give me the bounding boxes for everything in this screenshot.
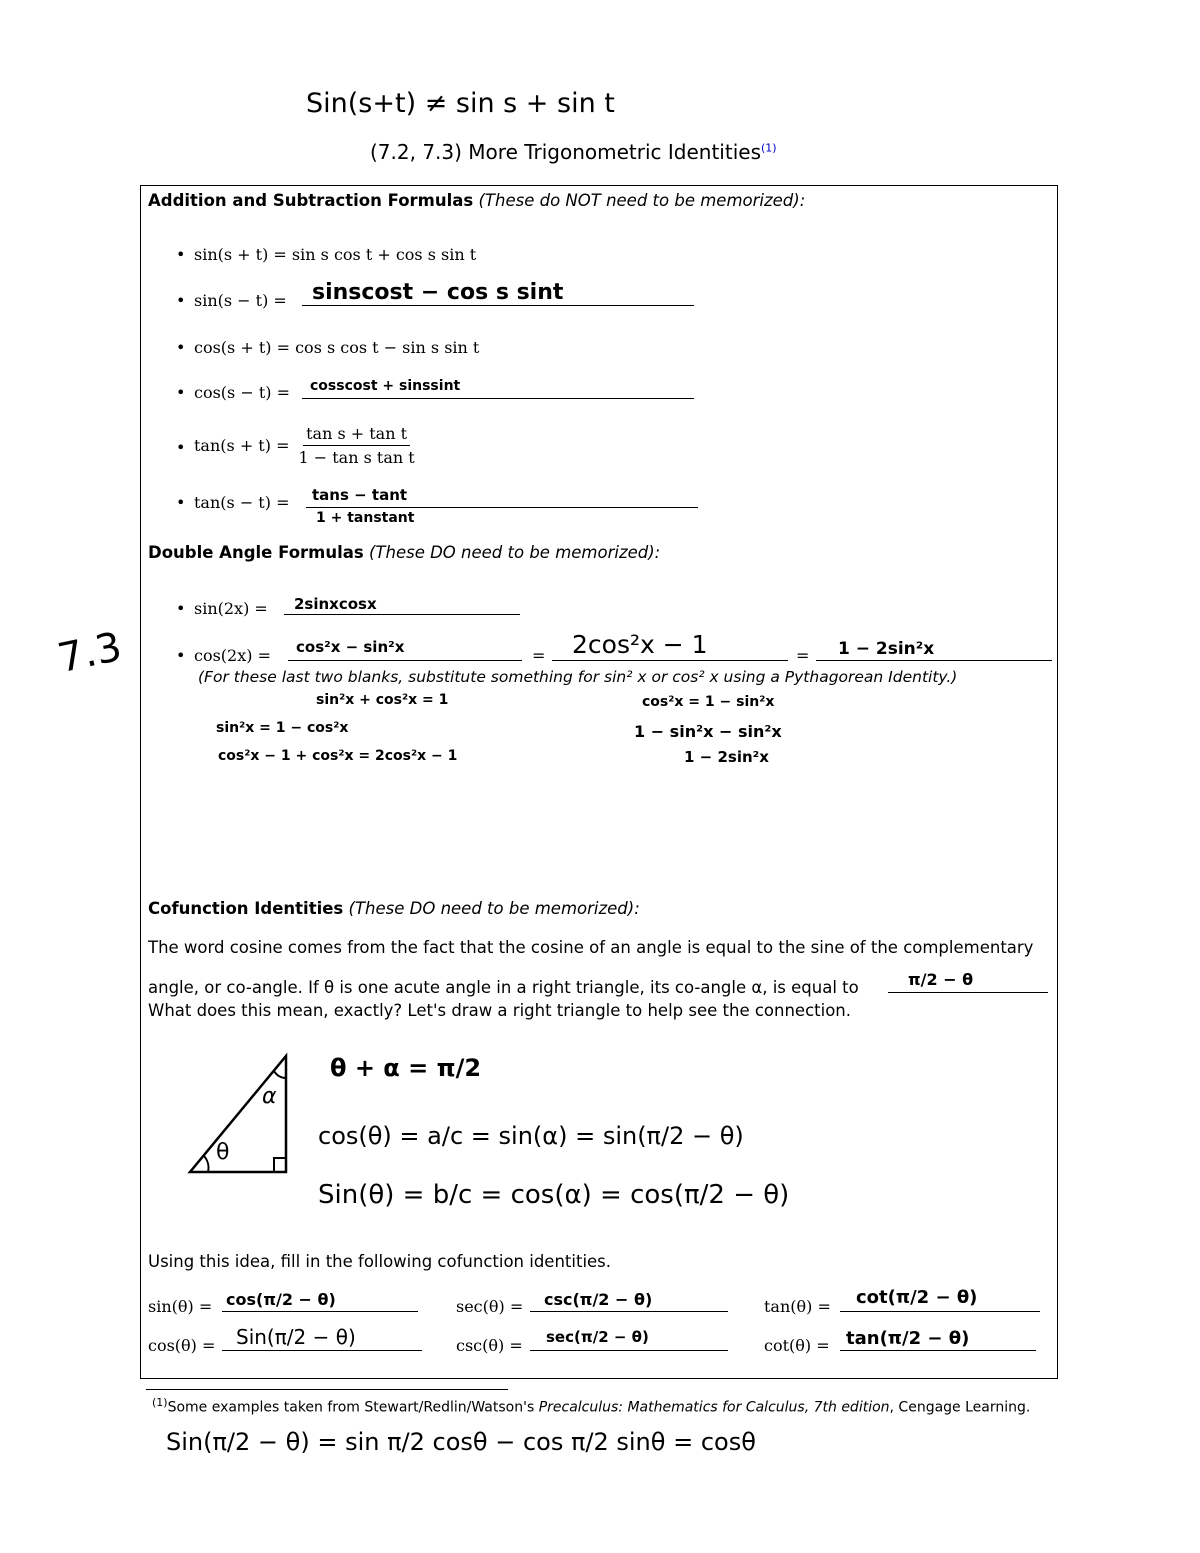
work-right-2: 1 − sin²x − sin²x <box>634 722 782 741</box>
page-title-text: (7.2, 7.3) More Trigonometric Identities <box>370 140 761 164</box>
formula-cos-diff-lhs: cos(s − t) = <box>194 383 290 402</box>
identity-sin-blank[interactable] <box>222 1311 418 1312</box>
bullet: • <box>176 383 186 402</box>
sin-diff-blank[interactable] <box>302 305 694 306</box>
cofunction-paragraph-1: The word cosine comes from the fact that the cosine of an angle is equal to the sine of the complementary <box>148 938 1034 957</box>
identity-cot-lhs: cot(θ) = <box>764 1336 830 1355</box>
footnote <box>152 1396 1030 1416</box>
work-right-3: 1 − 2sin²x <box>684 748 769 766</box>
equals-sign: = <box>532 646 546 665</box>
identity-sin-answer: cos(π/2 − θ) <box>226 1290 336 1309</box>
bottom-handwritten-note: Sin(π/2 − θ) = sin π/2 cosθ − cos π/2 sinθ = cosθ <box>166 1428 756 1456</box>
identity-sec-answer: csc(π/2 − θ) <box>544 1290 653 1309</box>
triangle-alpha-label: α <box>262 1084 277 1109</box>
cofunction-heading-title: Cofunction Identities <box>148 899 344 918</box>
coangle-blank[interactable] <box>888 992 1048 993</box>
triangle-shape <box>190 1056 286 1172</box>
right-angle-mark <box>274 1158 286 1172</box>
bullet: • <box>176 245 186 264</box>
double-heading-title: Double Angle Formulas <box>148 543 364 562</box>
formula-tan-diff-lhs: tan(s − t) = <box>194 493 290 512</box>
identity-cot-blank[interactable] <box>840 1350 1036 1351</box>
identity-csc-blank[interactable] <box>530 1350 728 1351</box>
identity-sin-lhs: sin(θ) = <box>148 1297 213 1316</box>
formula-sin-double-lhs: sin(2x) = <box>194 599 268 618</box>
bullet: • <box>176 493 186 512</box>
work-left-1: sin²x + cos²x = 1 <box>316 692 449 708</box>
addition-heading-note: (These do NOT need to be memorized): <box>478 191 806 210</box>
bullet: • <box>176 338 186 357</box>
formula-lhs: cos(s + t) = <box>194 338 290 357</box>
formula-cos-sum <box>194 338 479 357</box>
cofunction-heading-note: (These DO need to be memorized): <box>348 899 640 918</box>
sin-diff-answer: sinscost − cos s sint <box>312 280 564 305</box>
work-left-3: cos²x − 1 + cos²x = 2cos²x − 1 <box>218 748 458 764</box>
footnote-rule <box>146 1389 508 1390</box>
addition-heading <box>148 191 805 210</box>
identity-cos-blank[interactable] <box>222 1350 422 1351</box>
triangle-theta-label: θ <box>216 1140 230 1165</box>
formula-lhs: sin(s + t) = <box>194 245 287 264</box>
cos-double-blank-3[interactable] <box>816 660 1052 661</box>
cofunction-work-1: θ + α = π/2 <box>330 1054 482 1082</box>
cofunction-paragraph-2: angle, or co-angle. If θ is one acute angle in a right triangle, its co-angle α, is equal to <box>148 978 859 997</box>
double-heading-note: (These DO need to be memorized): <box>368 543 661 562</box>
identity-csc-lhs: csc(θ) = <box>456 1336 523 1355</box>
identity-cot-answer: tan(π/2 − θ) <box>846 1328 970 1349</box>
cos-double-answer-2: 2cos²x − 1 <box>572 630 708 659</box>
sin-double-answer: 2sinxcosx <box>294 595 377 613</box>
cos-double-answer-1: cos²x − sin²x <box>296 638 405 656</box>
cos-diff-answer: cosscost + sinssint <box>310 378 461 394</box>
cofunction-heading <box>148 899 640 918</box>
tan-sum-fraction <box>295 424 417 467</box>
footnote-mark: (1) <box>152 1396 168 1409</box>
footnote-text-after: , Cengage Learning. <box>889 1399 1031 1416</box>
identity-cos-lhs: cos(θ) = <box>148 1336 216 1355</box>
header-handwritten-note: Sin(s+t) ≠ sin s + sin t <box>306 88 615 119</box>
page-title <box>370 140 777 164</box>
tan-diff-answer-numerator: tans − tant <box>312 486 408 504</box>
sin-double-blank[interactable] <box>284 614 520 615</box>
identity-sec-blank[interactable] <box>530 1311 728 1312</box>
cos-double-blank-1[interactable] <box>288 660 522 661</box>
formula-rhs: cos s cos t − sin s sin t <box>295 338 480 357</box>
title-footnote-mark[interactable]: (1) <box>761 141 777 155</box>
work-right-1: cos²x = 1 − sin²x <box>642 694 775 710</box>
theta-arc <box>204 1156 208 1172</box>
bullet: • <box>176 291 186 310</box>
cofunction-work-3: Sin(θ) = b/c = cos(α) = cos(π/2 − θ) <box>318 1180 790 1210</box>
identity-cos-answer: Sin(π/2 − θ) <box>236 1325 356 1349</box>
tan-diff-blank[interactable] <box>306 507 698 508</box>
formula-sin-sum <box>194 245 476 264</box>
right-triangle <box>182 1048 294 1178</box>
formula-tan-sum <box>194 424 418 467</box>
cos-double-answer-3: 1 − 2sin²x <box>838 639 935 659</box>
bullet: • <box>176 646 186 665</box>
double-heading <box>148 543 660 562</box>
cos-diff-blank[interactable] <box>302 398 694 399</box>
addition-heading-title: Addition and Subtraction Formulas <box>148 191 474 210</box>
footnote-text-before: Some examples taken from Stewart/Redlin/Watson's <box>167 1399 539 1416</box>
tan-diff-answer-denominator: 1 + tanstant <box>316 510 415 526</box>
footnote-book-title: Precalculus: Mathematics for Calculus, 7th edition <box>538 1399 890 1416</box>
fraction-numerator: tan s + tan t <box>303 424 410 446</box>
identity-csc-answer: sec(π/2 − θ) <box>546 1328 649 1346</box>
cofunction-work-2: cos(θ) = a/c = sin(α) = sin(π/2 − θ) <box>318 1122 744 1150</box>
coangle-answer: π/2 − θ <box>908 970 974 989</box>
bullet: • <box>176 599 186 618</box>
cos-double-blank-2[interactable] <box>552 660 788 661</box>
identity-tan-blank[interactable] <box>840 1311 1040 1312</box>
margin-note: 7.3 <box>53 623 126 683</box>
equals-sign: = <box>796 646 810 665</box>
fraction-denominator: 1 − tan s tan t <box>298 448 415 467</box>
identity-sec-lhs: sec(θ) = <box>456 1297 524 1316</box>
formula-sin-diff-lhs: sin(s − t) = <box>194 291 287 310</box>
cofunction-instruction: Using this idea, fill in the following cofunction identities. <box>148 1252 612 1271</box>
identity-tan-lhs: tan(θ) = <box>764 1297 831 1316</box>
work-left-2: sin²x = 1 − cos²x <box>216 720 349 736</box>
alpha-arc <box>274 1071 286 1078</box>
identity-tan-answer: cot(π/2 − θ) <box>856 1287 978 1308</box>
bullet: • <box>176 438 186 457</box>
cofunction-paragraph-3: What does this mean, exactly? Let's draw a right triangle to help see the connection. <box>148 1001 852 1020</box>
formula-lhs: tan(s + t) = <box>194 436 290 455</box>
double-hint: (For these last two blanks, substitute something for sin² x or cos² x using a Pythagorean Identity.) <box>198 668 958 686</box>
formula-rhs: sin s cos t + cos s sin t <box>291 245 477 264</box>
formula-cos-double-lhs: cos(2x) = <box>194 646 271 665</box>
